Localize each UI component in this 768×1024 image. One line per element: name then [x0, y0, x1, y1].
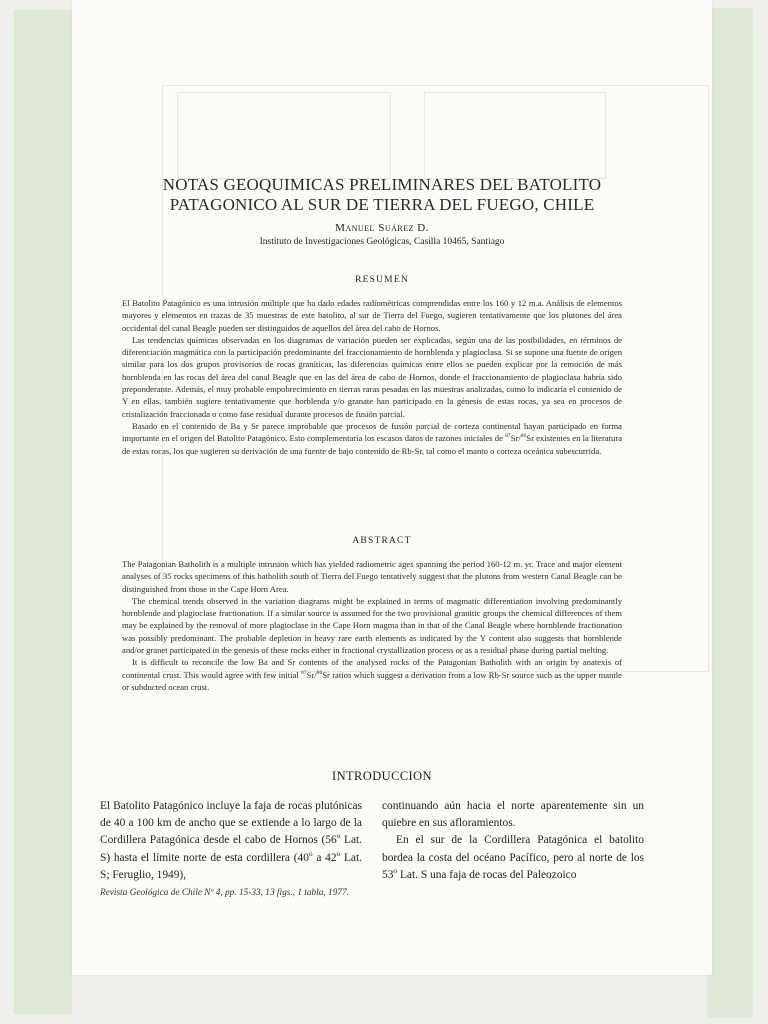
- abstract-body: [122, 558, 622, 693]
- resumen-heading: RESUMEN: [355, 275, 409, 285]
- author-affiliation: Instituto de Investigaciones Geológicas, Casilla 10465, Santiago: [259, 237, 505, 247]
- intro-right-paragraph-1: continuando aún hacia el norte aparentemente sin un quiebre en sus afloramientos.: [382, 800, 644, 830]
- journal-citation: Revista Geológica de Chile Nº 4, pp. 15-33, 13 figs., 1 tabla, 1977.: [100, 888, 349, 898]
- abstract-paragraph-3: It is difficult to reconcile the low Ba and Sr contents of the analysed rocks of the Patagonian Batholith with an origin by anatexis of continental crust. This would agree with few initial $^{87}$Sr/$^{86}$Sr ratios which suggest a derivation from a low Rb-Sr source such as the upper mantle or subducted ocean crust.: [122, 657, 622, 692]
- title-line-1: NOTAS GEOQUIMICAS PRELIMINARES DEL BATOLITO: [162, 175, 602, 194]
- article-content: [72, 0, 712, 975]
- resumen-body: [122, 297, 622, 457]
- resumen-paragraph-2: Las tendencias químicas observadas en los diagramas de variación pueden ser explicadas, según una de las posibilidades, en términos de diferenciación magmática con la participación predominante del fraccionamiento de hornblenda y plagioclasa. Si se supone una fuente de origen similar para los dos grupos provisorios de rocas graníticas, las diferencias químicas entre ellos se pueden explicar por la remoción de más hornblenda en las rocas del área del canal Beagle que en las del área de cabo de Hornos, donde el fraccionamiento de plagioclasa habría sido preponderante. Además, el muy probable empobrecimiento en tierras raras pesadas en las muestras analizadas, como lo indicaría el contenido de Y en ellas, también sugiere tentativamente que horblenda y/o granate han participado en la génesis de estas rocas, ya sea en procesos de cristalización fraccionada o como fase residual durante procesos de fusión parcial.: [122, 334, 622, 419]
- introduccion-heading: INTRODUCCION: [332, 769, 432, 783]
- scanned-page: [72, 0, 712, 975]
- abstract-paragraph-1: The Patagonian Batholith is a multiple intrusion which has yielded radiometric ages spanning the period 160-12 m. yr. Trace and major element analyses of 35 rocks specimens of this batholith south of Tierra del Fuego tentatively suggest that the plutons from western Canal Beagle can be distinguished from those in the Cape Horn Area.: [122, 559, 622, 594]
- intro-left-column: [100, 798, 362, 884]
- abstract-heading: ABSTRACT: [352, 536, 412, 546]
- title-line-2: PATAGONICO AL SUR DE TIERRA DEL FUEGO, CHILE: [169, 195, 595, 214]
- article-title: [112, 175, 652, 215]
- intro-right-paragraph-2: En el sur de la Cordillera Patagónica el batolito bordea la costa del océano Pacífico, pero al norte de los 53$^o$ Lat. S una faja de rocas del Paleozoico: [382, 834, 644, 881]
- right-background-strip: [707, 8, 753, 1018]
- resumen-paragraph-1: El Batolito Patagónico es una intrusión múltiple que ha dado edades radiométricas comprendidas entre los 160 y 12 m.a. Análisis de elementos mayores y elementos en trazas de 35 muestras de este batolito, al sur de Tierra del Fuego, sugieren tentativamente que los plutones del área occidental del canal Beagle pueden ser distinguidos de aquellos del área del cabo de Hornos.: [122, 298, 622, 333]
- intro-left-paragraph: El Batolito Patagónico incluye la faja de rocas plutónicas de 40 a 100 km de ancho que se extiende a lo largo de la Cordillera Patagónica desde el cabo de Hornos (56$^o$ Lat. S) hasta el límite norte de esta cordillera (40$^o$ a 42$^o$ Lat. S; Feruglio, 1949),: [100, 800, 363, 881]
- left-background-strip: [14, 10, 72, 1014]
- author-name: Manuel Suárez D.: [335, 222, 429, 234]
- intro-right-column: [382, 798, 644, 884]
- abstract-paragraph-2: The chemical trends observed in the variation diagrams might be explained in terms of magmatic differentiation involving predominantly hornblende and plagioclase fractionation. If a similar source is assumed for the two provisional granitic groups the chemical differences of them may be explained by the removal of more plagioclase in the Cape Horn magma than in that of the Canal Beagle where hornblende fractionation was possibly predominant. The probable depletion in heavy rare earth elements as indicated by the Y content also suggests that hornblende and/or granet participated in the genesis of these rocks either in fractional crystallization process or as a residual phase during partial melting.: [122, 595, 622, 656]
- resumen-paragraph-3: Basado en el contenido de Ba y Sr parece improbable que procesos de fusión parcial de corteza continental hayan participado en forma importante en el origen del Batolito Patagónico. Esto complementaría los escasos datos de razones iniciales de $^{87}$Sr/$^{86}$Sr existentes en la literatura de estas rocas, los que sugieren su derivación de una fuente de bajo contenido de Rb-Sr, tal como el manto o corteza oceánica subescurrida.: [122, 420, 623, 456]
